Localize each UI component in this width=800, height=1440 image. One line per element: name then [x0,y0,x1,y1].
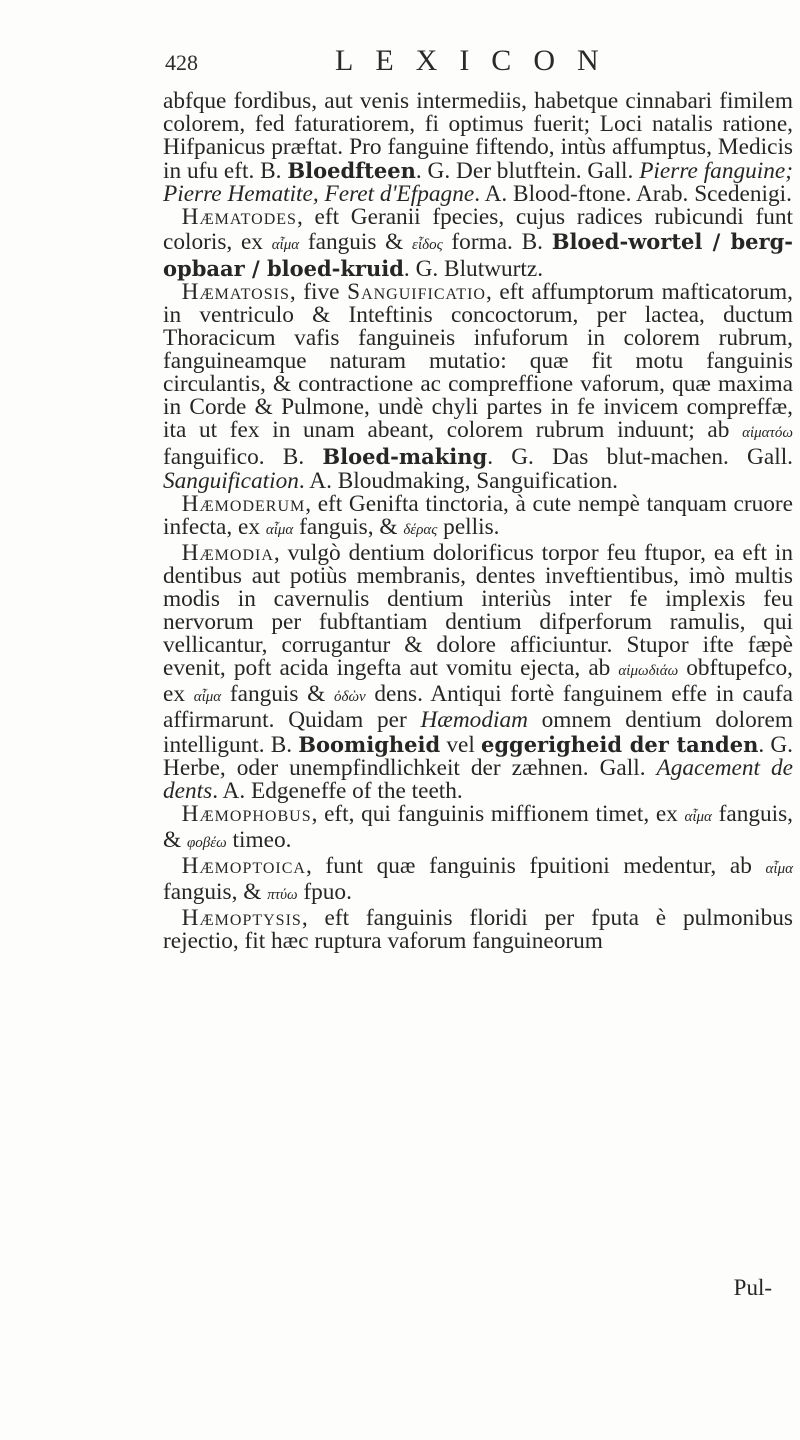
entry-text: vel [440,731,481,758]
entry-text: , eft Genifta tinctoria, à cute nempè tanquam cruore infecta, ex [163,490,793,540]
entry-text: . A. Blood-ftone. Arab. Scedenigi. [474,181,792,208]
entry-headword: Hæmodia [181,539,274,566]
dictionary-entry [163,855,793,907]
italic-term: Hæmodiam [420,707,528,734]
entry-text: . G. Der blutftein. Gall. [415,158,640,185]
greek-term: πτύω [267,887,298,904]
entry-text: pellis. [437,513,500,540]
entry-headword: Sanguificatio [347,278,486,305]
dictionary-entry [163,90,793,206]
entry-headword: Hæmoptysis [181,905,302,932]
greek-term: εἶδος [412,236,443,253]
entry-text: fanguis & [221,681,334,708]
blackletter-term: Bloedfteen [287,158,416,184]
entry-text: , funt quæ fanguinis fpuitioni medentur, ab [305,853,766,879]
italic-term: Sanguification [163,467,299,494]
entry-text: . A. Bloudmaking, Sanguification. [298,467,618,494]
greek-term: αἷμα [265,521,294,538]
greek-term: αἷμα [193,689,222,706]
entry-text: fanguifico. B. [163,444,323,471]
greek-term: αἱμωδιάω [618,663,679,680]
entry-text: . G. Blutwurtz. [403,255,544,282]
greek-term: αἷμα [765,861,793,877]
entry-text: fanguis, & [163,800,793,853]
page-header [165,44,725,84]
entry-text: forma. B. [442,228,552,255]
entry-text: , five [289,278,348,305]
entry-text: , eft, qui fanguinis miffionem timet, ex [311,800,685,827]
entry-text: . G. Herbe, oder unempfindlichkeit der zæhnen. Gall. [163,731,793,781]
entry-text: . G. Das blut-machen. Gall. [487,444,793,471]
entry-text: fpuo. [297,879,352,906]
entry-headword: Hæmoptoica [181,853,306,879]
dictionary-entry [163,206,793,280]
greek-term: δέρας [403,521,438,538]
dictionary-entry [163,490,793,542]
greek-term: αἱματόω [742,425,793,442]
blackletter-term: Boomigheid [298,731,441,757]
entry-headword: Hæmatodes [181,204,297,231]
entry-text: , eft Geranii fpecies, cujus radices rubicundi funt coloris, ex [163,204,793,255]
dictionary-entry [163,539,793,804]
catchword: Pul- [733,1275,772,1300]
entry-text: , vulgò dentium dolorificus torpor feu ftupor, ea eft in dentibus aut potiùs membranis, dentes inveftientibus, imò multis modis in cavernulis dentium interiùs inter fe implexis feu nervorum per fubftantiam dentium difperforum ramulis, qui vellicantur, corrugantur & dolore afficiuntur. Stupor ifte fæpè evenit, poft acida ingefta aut vomitu ejecta, ab [163,539,793,682]
entry-text: fanguis, & [163,879,268,906]
entry-text: dens. Antiqui fortè fanguinem effe in caufa affirmarunt. Quidam per [163,681,793,734]
entry-headword: Hæmatosis [181,278,290,305]
entry-text: abfque fordibus, aut venis intermediis, habetque cinnabari fimilem colorem, fed faturatiorem, fi optimus fuerit; Loci natalis ratione, Hifpanicus præftat. Pro fanguine fiftendo, intùs affumptus, Medicis in ufu eft. B. [163,88,793,185]
dictionary-entry [163,907,793,953]
entry-text: timeo. [226,826,292,853]
entry-text: omnem dentium dolorem intelligunt. B. [163,707,793,758]
dictionary-entry [163,278,793,494]
entry-headword: Hæmoderum [181,490,306,517]
entry-text: fanguis, & [293,513,404,540]
dictionary-entry [163,800,793,855]
entry-text: . A. Edgeneffe of the teeth. [212,777,463,804]
entry-text: obftupefco, ex [163,655,793,708]
greek-term: αἷμα [271,236,300,253]
entry-text: fanguis & [299,228,413,255]
page-number: 428 [165,50,198,75]
greek-term: αἷμα [684,808,712,825]
blackletter-term: Bloed-making [322,444,488,470]
blackletter-term: Bloed-wortel / berg-opbaar / bloed-kruid [163,228,793,281]
greek-term: φοβέω [186,834,227,851]
italic-term: Pierre fanguine; Pierre Hematite, Feret d'Efpagne [163,158,793,208]
blackletter-term: eggerigheid der tanden [480,731,759,757]
entry-text: , eft affumptorum mafticatorum, in ventriculo & Inteftinis concoctorum, per lactea, ductum Thoracicum vafis fanguineis infuforum in colorem rubrum, fanguineamque naturam mutatio: quæ fit motu fanguinis circulantis, & contractione ac compreffione vaforum, quæ maxima in Corde & Pulmone, undè chyli partes in fe invicem compreffæ, ita ut fex in unam abeant, colorem rubrum induunt; ab [163,278,793,444]
entry-text: , eft fanguinis floridi per fputa è pulmonibus rejectio, fit hæc ruptura vaforum fanguineorum [163,905,793,955]
running-title: LEXICON [335,44,621,77]
dictionary-text [163,90,793,953]
greek-term: ὀδὼν [333,689,366,706]
entry-headword: Hæmophobus [181,800,312,827]
italic-term: Agacement de dents [163,754,793,804]
